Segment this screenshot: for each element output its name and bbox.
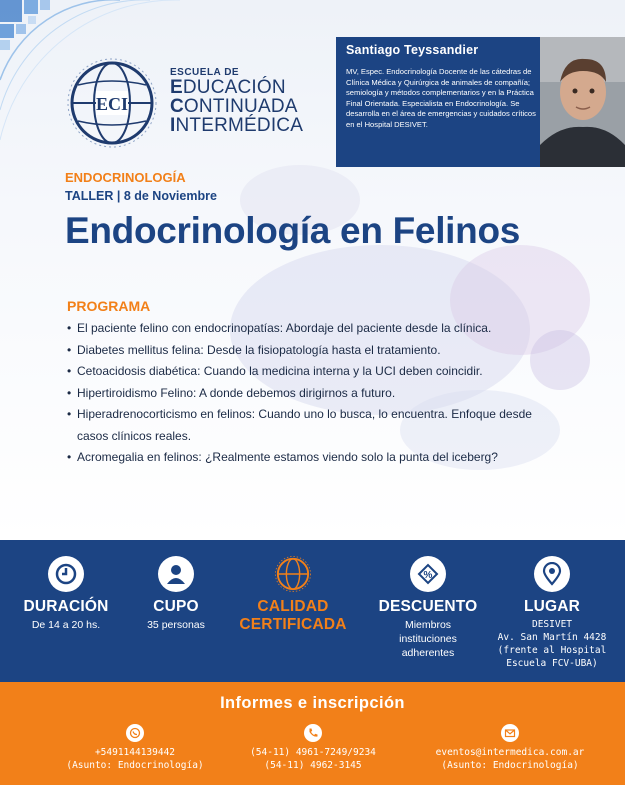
logo-line-2: CONTINUADA <box>170 96 298 117</box>
discount-label: DESCUENTO <box>378 598 478 615</box>
school-logo <box>66 55 306 145</box>
contact-title: Informes e inscripción <box>220 694 405 712</box>
email-icon <box>501 724 519 742</box>
discount-line-2: instituciones <box>399 633 457 645</box>
quality-label-2: CERTIFICADA <box>239 616 347 633</box>
whatsapp-number: +5491144139442 <box>94 747 176 758</box>
program-item: • El paciente felino con endocrinopatías: Abordaje del paciente desde la clínica. <box>67 318 547 340</box>
globe-seal-icon <box>275 556 311 592</box>
duration-label: DURACIÓN <box>23 598 109 615</box>
person-icon <box>158 556 194 592</box>
email-address: eventos@intermedica.com.ar <box>435 747 585 758</box>
globe-letters: ECI <box>95 94 129 114</box>
map-pin-icon <box>534 556 570 592</box>
speaker-card <box>336 37 625 167</box>
logo-line-1: EDUCACIÓN <box>170 77 286 98</box>
phone-line-2: (54-11) 4962-3145 <box>264 760 362 771</box>
feature-capacity <box>133 540 219 632</box>
location-line-3: (frente al Hospital <box>497 645 607 656</box>
clock-icon <box>48 556 84 592</box>
feature-discount <box>372 540 484 660</box>
discount-line-3: adherentes <box>401 647 455 659</box>
quality-label-1: CALIDAD <box>257 598 329 615</box>
contact-footer <box>0 682 625 785</box>
phone-icon <box>304 724 322 742</box>
whatsapp-subject: (Asunto: Endocrinología) <box>66 760 204 771</box>
logo-small-text: ESCUELA DE <box>170 67 240 78</box>
feature-duration <box>14 540 118 632</box>
program-item: • Hiperadrenocorticismo en felinos: Cuando uno lo busca, lo encuentra. Enfoque desde casos clínicos reales. <box>67 404 547 447</box>
logo-wordmark <box>170 67 303 135</box>
program-item: • Hipertiroidismo Felino: A donde debemos dirigirnos a futuro. <box>67 383 547 405</box>
capacity-value: 35 personas <box>147 619 205 631</box>
event-date: TALLER | 8 de Noviembre <box>65 189 217 203</box>
features-band <box>0 540 625 682</box>
whatsapp-icon <box>126 724 144 742</box>
location-label: LUGAR <box>523 598 581 615</box>
program-heading: PROGRAMA <box>67 298 151 314</box>
email-subject: (Asunto: Endocrinología) <box>441 760 579 771</box>
location-line-2: Av. San Martín 4428 <box>497 632 607 643</box>
logo-line-3: INTERMÉDICA <box>170 115 304 136</box>
location-line-4: Escuela FCV-UBA) <box>506 658 598 669</box>
program-item: • Cetoacidosis diabética: Cuando la medicina interna y la UCI deben coincidir. <box>67 361 547 383</box>
duration-value: De 14 a 20 hs. <box>31 619 101 631</box>
feature-location <box>490 540 614 670</box>
speaker-photo <box>540 37 625 167</box>
location-line-1: DESIVET <box>531 619 573 630</box>
speaker-bio: MV, Espec. Endocrinología Docente de las cátedras de Clínica Médica y Quirúrgica de animales de compañía; semiología y métodos complementarios y en la Práctica Final Orientada. Especialista en Endocrinología. Se desarrolla en el área de emergencias y cuidados críticos en el Hospital DESIVET. <box>346 67 536 129</box>
event-title: Endocrinología en Felinos <box>65 210 521 251</box>
percent-tag-icon <box>410 556 446 592</box>
contact-email[interactable] <box>410 724 610 772</box>
discount-line-1: Miembros <box>404 619 452 631</box>
program-item: • Diabetes mellitus felina: Desde la fisiopatología hasta el tratamiento. <box>67 340 547 362</box>
globe-logo-icon <box>66 57 158 149</box>
svg-text:%: % <box>423 570 433 581</box>
program-item: • Acromegalia en felinos: ¿Realmente estamos viendo solo la punta del iceberg? <box>67 447 547 469</box>
contact-phone[interactable] <box>218 724 408 772</box>
capacity-label: CUPO <box>153 598 199 615</box>
phone-line-1: (54-11) 4961-7249/9234 <box>250 747 376 758</box>
category-label: ENDOCRINOLOGÍA <box>65 170 186 185</box>
contact-whatsapp[interactable] <box>40 724 230 772</box>
feature-quality <box>231 540 355 634</box>
program-list <box>67 318 547 469</box>
speaker-name: Santiago Teyssandier <box>346 43 479 57</box>
